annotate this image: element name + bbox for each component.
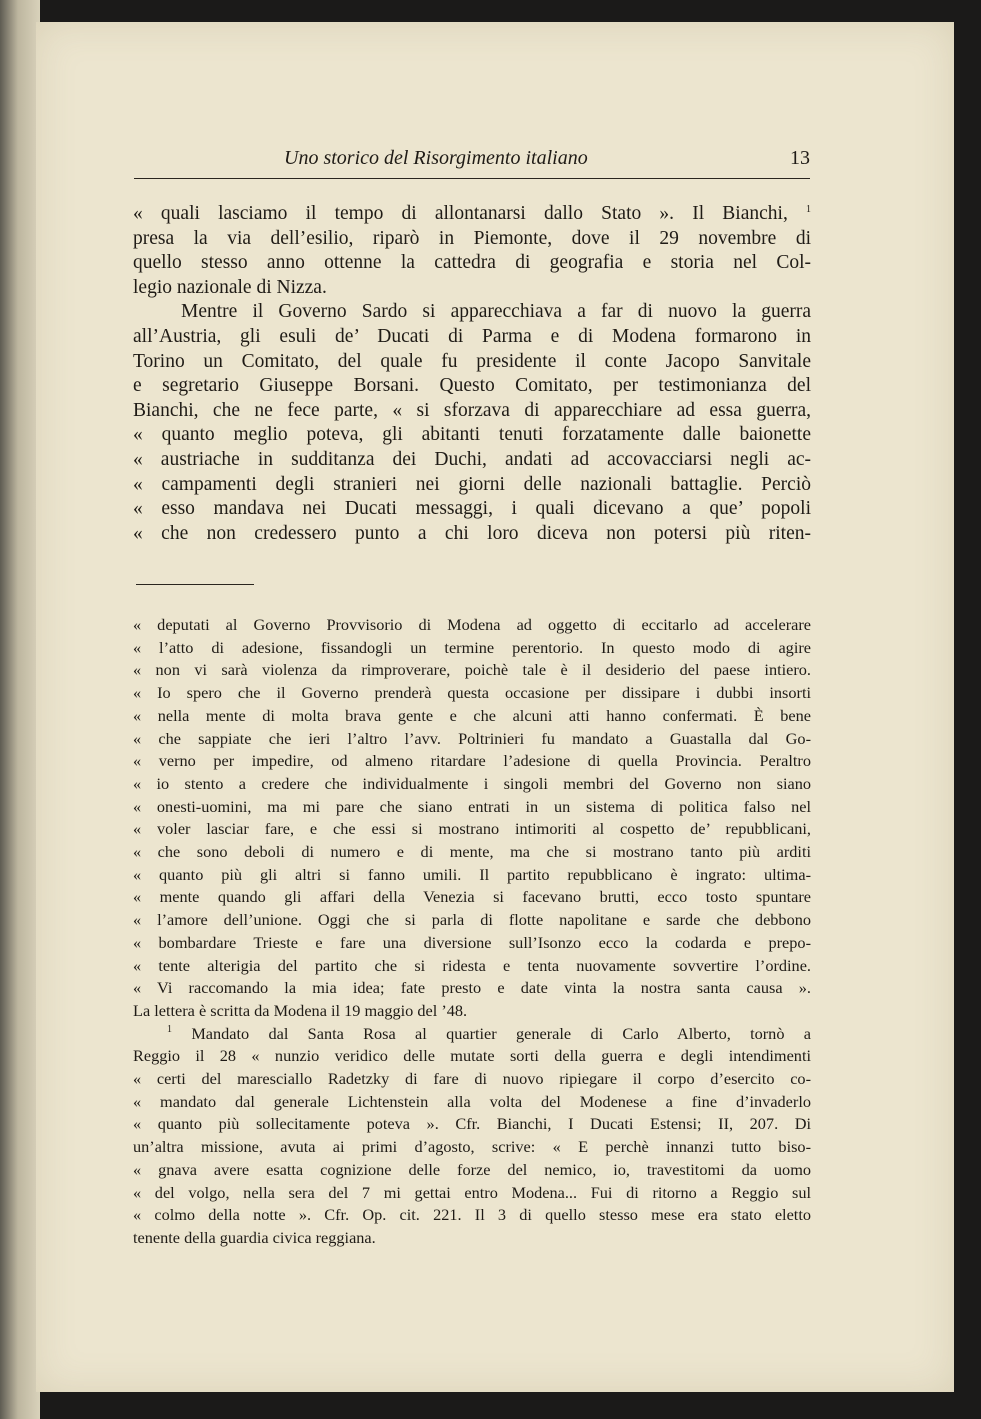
footnote-line: $^1$ Mandato dal Santa Rosa al quartier generale di Carlo Alberto, tornò a: [167, 1023, 811, 1043]
footnote-line: « l’atto di adesione, fissandogli un termine perentorio. In questo modo di agire: [133, 637, 811, 657]
text-line: « esso mandava nei Ducati messaggi, i quali dicevano a que’ popoli: [133, 498, 811, 520]
footnote-line: « Vi raccomando la mia idea; fate presto e date vinta la nostra santa causa ».: [133, 978, 811, 998]
text-line: « quanto meglio poteva, gli abitanti tenuti forzatamente dalle baionette: [133, 424, 811, 446]
footnote-line: « gnava avere esatta cognizione delle forze del nemico, io, travestitomi da uomo: [133, 1159, 811, 1179]
footnote-line: « nella mente di molta brava gente e che alcuni atti hanno confermati. È bene: [133, 705, 811, 725]
footnote-line: « io stento a credere che individualmente i singoli membri del Governo non siano: [133, 773, 811, 793]
footnote-line: « onesti-uomini, ma mi pare che siano entrati in un sistema di politica falso nel: [133, 796, 811, 816]
running-header: [284, 147, 810, 173]
text-line: « quali lasciamo il tempo di allontanarsi dallo Stato ». Il Bianchi, $^1$: [133, 203, 812, 224]
footnote-line: Reggio il 28 « nunzio veridico delle mutate sorti della guerra e degli intendimenti: [133, 1046, 811, 1066]
footnote-line: un’altra missione, avuta ai primi d’agosto, scrive: « E perchè innanzi tutto biso-: [133, 1137, 811, 1157]
header-rule: [134, 178, 810, 179]
paragraph-2: [133, 300, 811, 546]
text-line: Torino un Comitato, del quale fu presidente il conte Jacopo Sanvitale: [133, 350, 811, 372]
footnotes: [133, 614, 811, 1250]
text-line: Mentre il Governo Sardo si apparecchiava a far di nuovo la guerra: [181, 301, 811, 323]
footnote-line: « mandato dal generale Lichtenstein alla volta del Modenese a fine d’invaderlo: [133, 1091, 811, 1111]
footnote-line: « del volgo, nella sera del 7 mi gettai entro Modena... Fui di ritorno a Reggio sul: [133, 1182, 811, 1202]
book-binding: [0, 0, 40, 1419]
footnote-number: 1: [167, 1023, 172, 1035]
footnote-line: « quanto più sollecitamente poteva ». Cfr. Bianchi, I Ducati Estensi; II, 207. Di: [133, 1114, 811, 1134]
footnote-line: « voler lasciar fare, e che essi si mostrano intimoriti al cospetto de’ repubblicani,: [133, 819, 811, 839]
page-number: 13: [790, 147, 810, 169]
footnote-line: « bombardare Trieste e fare una diversione sull’Isonzo ecco la codarda e prepo-: [133, 932, 811, 952]
text-line: quello stesso anno ottenne la cattedra di geografia e storia nel Col-: [133, 252, 811, 274]
running-title: Uno storico del Risorgimento italiano: [284, 147, 588, 169]
footnote-line: « non vi sarà violenza da rimproverare, poichè tale è il desiderio del paese intiero.: [133, 660, 811, 680]
footnote-line: « che sappiate che ieri l’altro l’avv. Poltrinieri fu mandato a Guastalla dal Go-: [133, 728, 811, 748]
footnote-line: « tente alterigia del partito che si ridesta e tenta nuovamente sovvertire l’ordine.: [133, 955, 811, 975]
text-line: « campamenti degli stranieri nei giorni delle nazionali battaglie. Perciò: [133, 473, 811, 495]
text-line: « che non credessero punto a chi loro diceva non potersi più riten-: [133, 522, 811, 544]
footnote-line: « Io spero che il Governo prenderà questa occasione per dissipare i dubbi insorti: [133, 683, 811, 703]
footnote-line: « mente quando gli affari della Venezia si facevano brutti, ecco tosto spuntare: [133, 887, 811, 907]
footnote-reference: 1: [806, 204, 812, 215]
footnote-continued: [133, 614, 811, 1023]
text-line: presa la via dell’esilio, riparò in Piemonte, dove il 29 novembre di: [133, 227, 811, 249]
footnote-rule: [136, 584, 254, 585]
text-line: legio nazionale di Nizza.: [133, 276, 327, 298]
footnote-line: « quanto più gli altri si fanno umili. Il partito repubblicano è ingrato: ultima-: [133, 864, 811, 884]
footnote-line: tenente della guardia civica reggiana.: [133, 1227, 376, 1247]
footnote-line: « verno per impedire, od almeno ritardare l’adesione di quella Provincia. Peraltro: [133, 751, 811, 771]
footnote-line: « l’amore dell’unione. Oggi che si parla di flotte napolitane e sarde che debbono: [133, 910, 811, 930]
footnote-1: [133, 1023, 811, 1250]
text-line: all’Austria, gli esuli de’ Ducati di Parma e di Modena formarono in: [133, 325, 811, 347]
footnote-line: « colmo della notte ». Cfr. Op. cit. 221. Il 3 di quello stesso mese era stato eletto: [133, 1205, 811, 1225]
main-text: [133, 202, 811, 546]
footnote-line: « che sono deboli di numero e di mente, ma che si mostrano tanto più arditi: [133, 842, 811, 862]
text-line: « austriache in sudditanza dei Duchi, andati ad accovacciarsi negli ac-: [133, 448, 811, 470]
text-line: e segretario Giuseppe Borsani. Questo Comitato, per testimonianza del: [133, 375, 811, 397]
paragraph-1: [133, 202, 811, 300]
footnote-line: « deputati al Governo Provvisorio di Modena ad oggetto di eccitarlo ad accelerare: [133, 615, 811, 634]
text-line: Bianchi, che ne fece parte, « si sforzava di apparecchiare ad essa guerra,: [133, 399, 811, 421]
footnote-line: « certi del maresciallo Radetzky di fare di nuovo ripiegare il corpo d’esercito co-: [133, 1069, 811, 1089]
footnote-line: La lettera è scritta da Modena il 19 maggio del ’48.: [133, 1000, 468, 1020]
